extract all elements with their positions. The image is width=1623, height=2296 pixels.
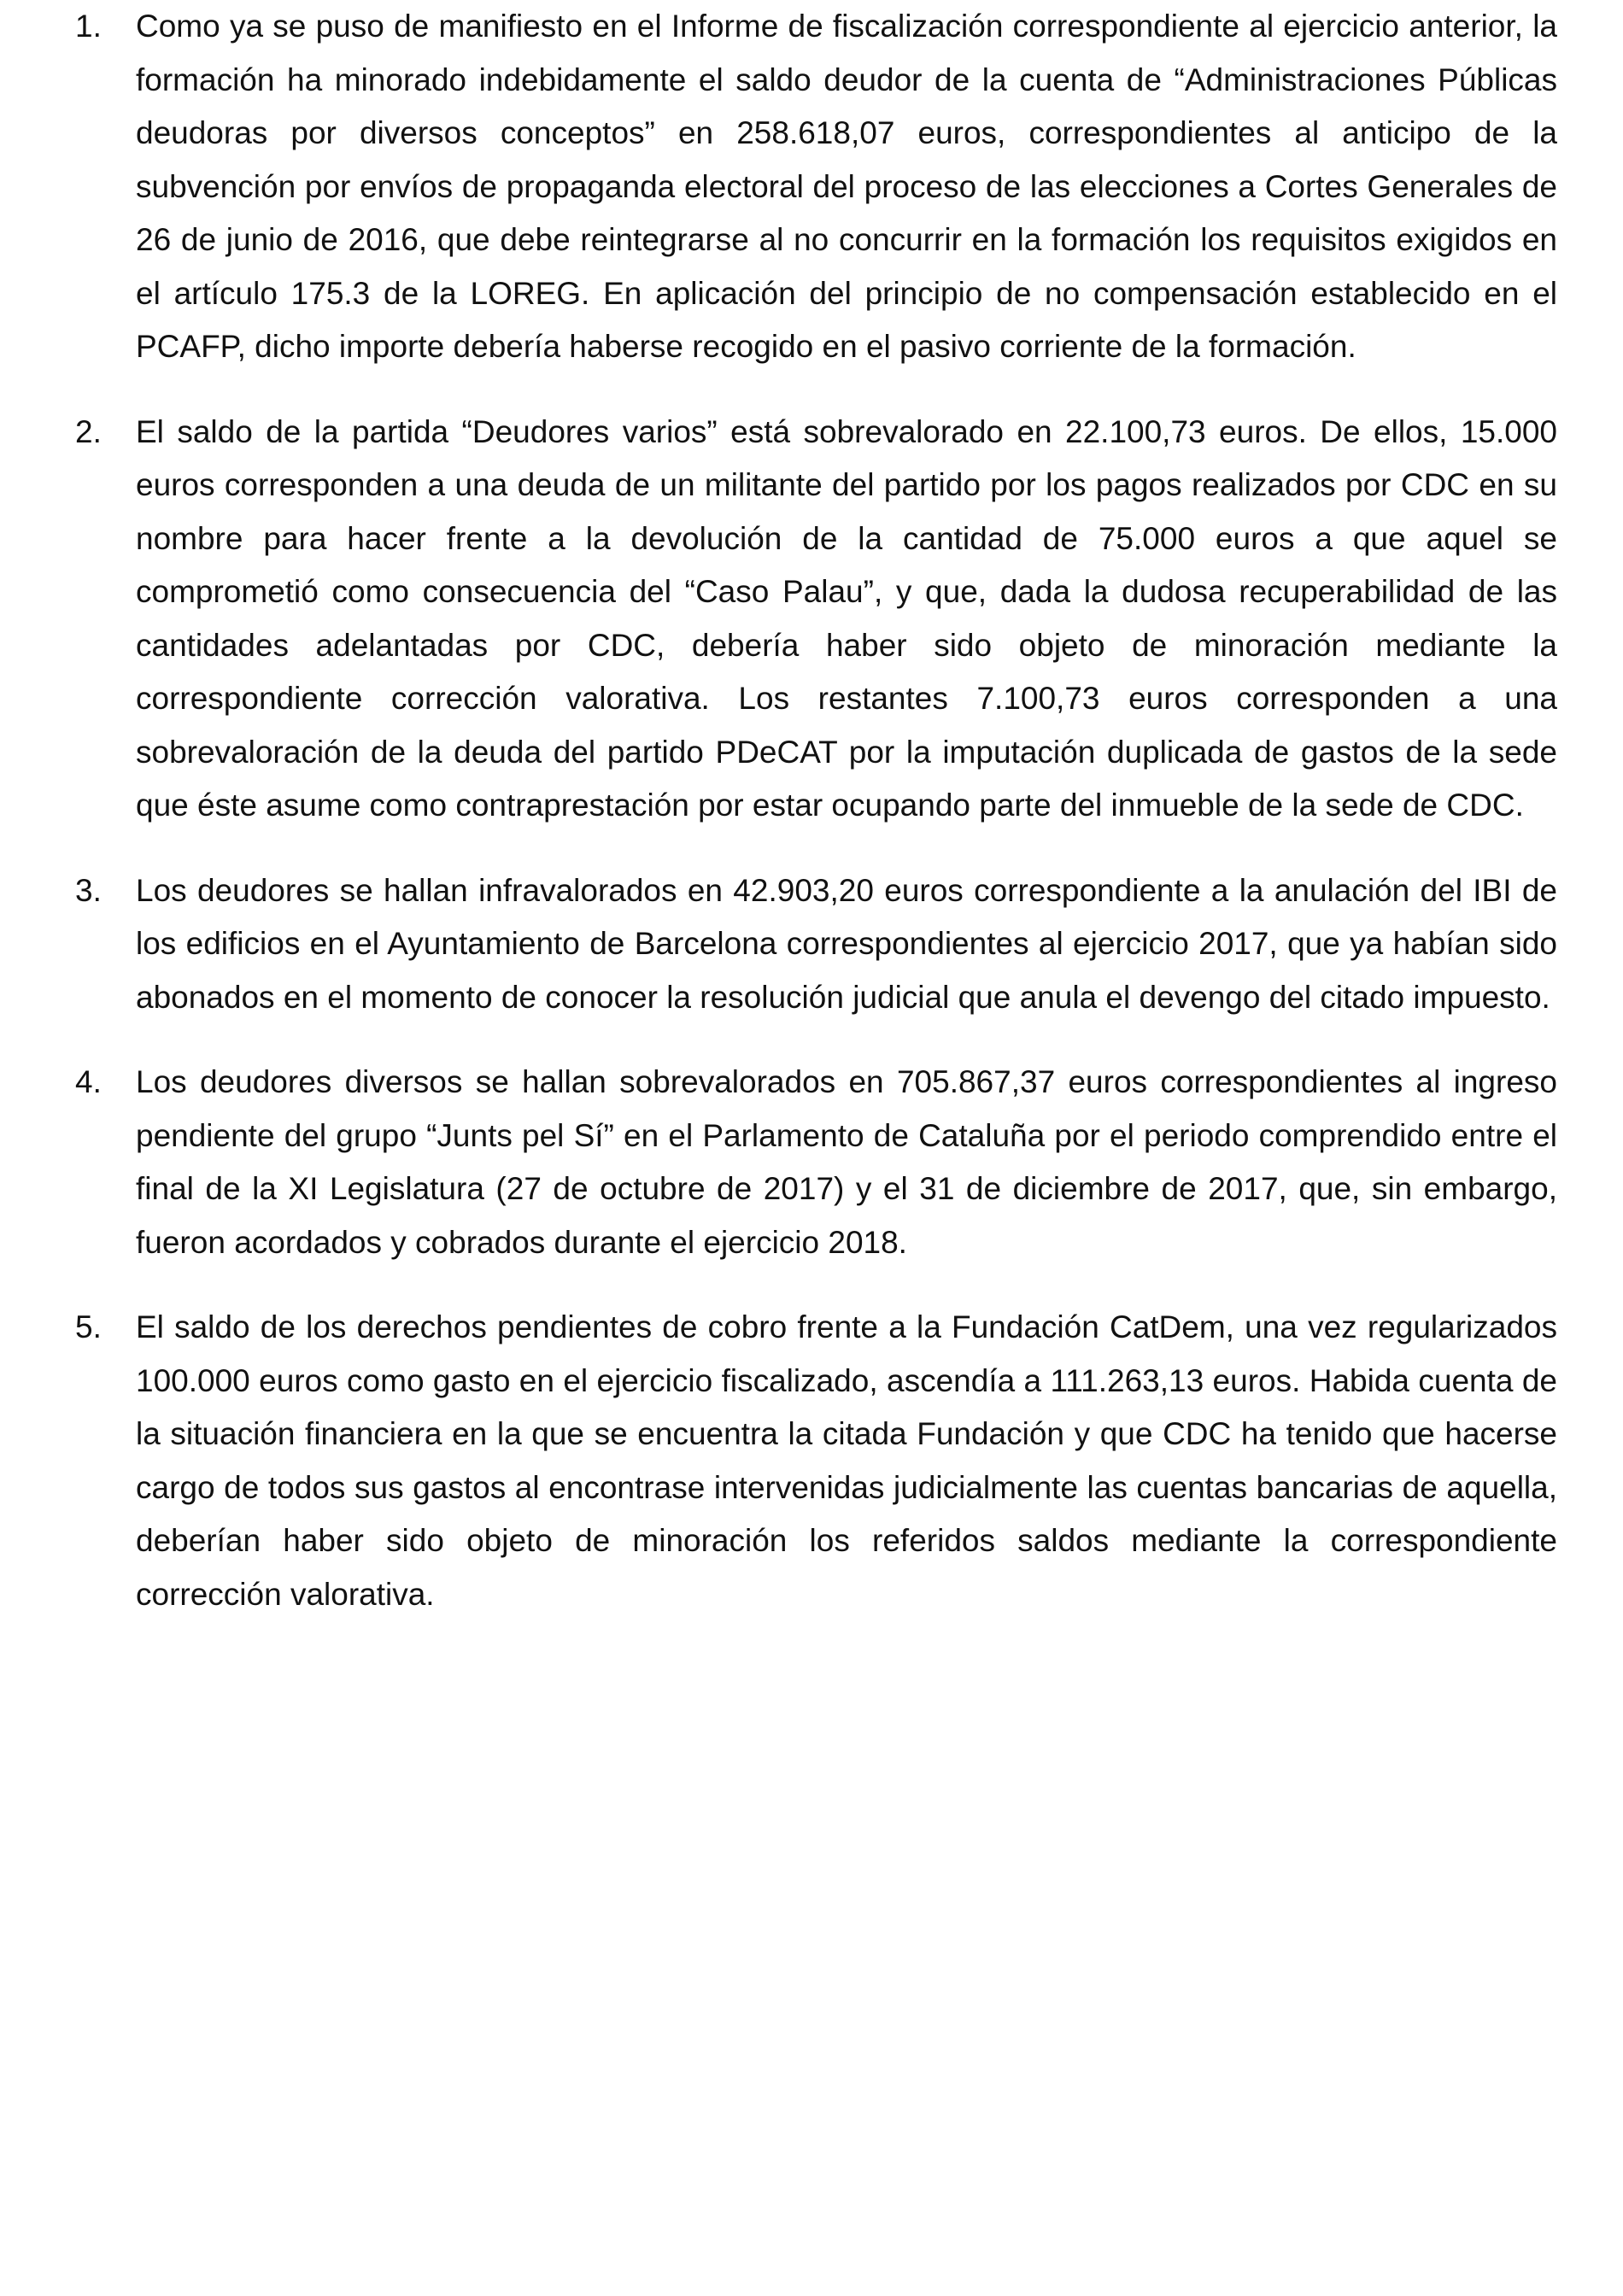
list-item [75, 1056, 1557, 1269]
list-item [75, 0, 1557, 374]
item-number: 1. [75, 9, 102, 44]
item-number: 5. [75, 1309, 102, 1344]
item-text: Los deudores diversos se hallan sobrevalorados en 705.867,37 euros correspondientes al ingreso pendiente del grupo “Junts pel Sí” en el Parlamento de Cataluña por el periodo comprendido entre el final de la XI Legislatura (27 de octubre de 2017) y el 31 de diciembre de 2017, que, sin embargo, fueron acordados y cobrados durante el ejercicio 2018. [136, 1064, 1557, 1260]
item-text: El saldo de la partida “Deudores varios” está sobrevalorado en 22.100,73 euros. De ellos, 15.000 euros corresponden a una deuda de un militante del partido por los pagos realizados por CDC en su nombre para hacer frente a la devolución de la cantidad de 75.000 euros a que aquel se comprometió como consecuencia del “Caso Palau”, y que, dada la dudosa recuperabilidad de las cantidades adelantadas por CDC, debería haber sido objeto de minoración mediante la correspondiente corrección valorativa. Los restantes 7.100,73 euros corresponden a una sobrevaloración de la deuda del partido PDeCAT por la imputación duplicada de gastos de la sede que éste asume como contraprestación por estar ocupando parte del inmueble de la sede de CDC. [136, 413, 1557, 823]
numbered-findings-list [75, 0, 1557, 1653]
list-item [75, 406, 1557, 833]
item-number: 2. [75, 413, 102, 449]
item-text: Como ya se puso de manifiesto en el Informe de fiscalización correspondiente al ejercicio anterior, la formación ha minorado indebidamente el saldo deudor de la cuenta de “Administraciones Públicas deudoras por diversos conceptos” en 258.618,07 euros, correspondientes al anticipo de la subvención por envíos de propaganda electoral del proceso de las elecciones a Cortes Generales de 26 de junio de 2016, que debe reintegrarse al no concurrir en la formación los requisitos exigidos en el artículo 175.3 de la LOREG. En aplicación del principio de no compensación establecido en el PCAFP, dicho importe debería haberse recogido en el pasivo corriente de la formación. [136, 9, 1557, 364]
item-text: El saldo de los derechos pendientes de cobro frente a la Fundación CatDem, una vez regularizados 100.000 euros como gasto en el ejercicio fiscalizado, ascendía a 111.263,13 euros. Habida cuenta de la situación financiera en la que se encuentra la citada Fundación y que CDC ha tenido que hacerse cargo de todos sus gastos al encontrase intervenidas judicialmente las cuentas bancarias de aquella, deberían haber sido objeto de minoración los referidos saldos mediante la correspondiente corrección valorativa. [136, 1309, 1557, 1612]
item-number: 3. [75, 872, 102, 908]
list-item [75, 864, 1557, 1025]
list-item [75, 1301, 1557, 1621]
item-text: Los deudores se hallan infravalorados en 42.903,20 euros correspondiente a la anulación del IBI de los edificios en el Ayuntamiento de Barcelona correspondientes al ejercicio 2017, que ya habían sido abonados en el momento de conocer la resolución judicial que anula el devengo del citado impuesto. [136, 872, 1557, 1015]
item-number: 4. [75, 1064, 102, 1099]
